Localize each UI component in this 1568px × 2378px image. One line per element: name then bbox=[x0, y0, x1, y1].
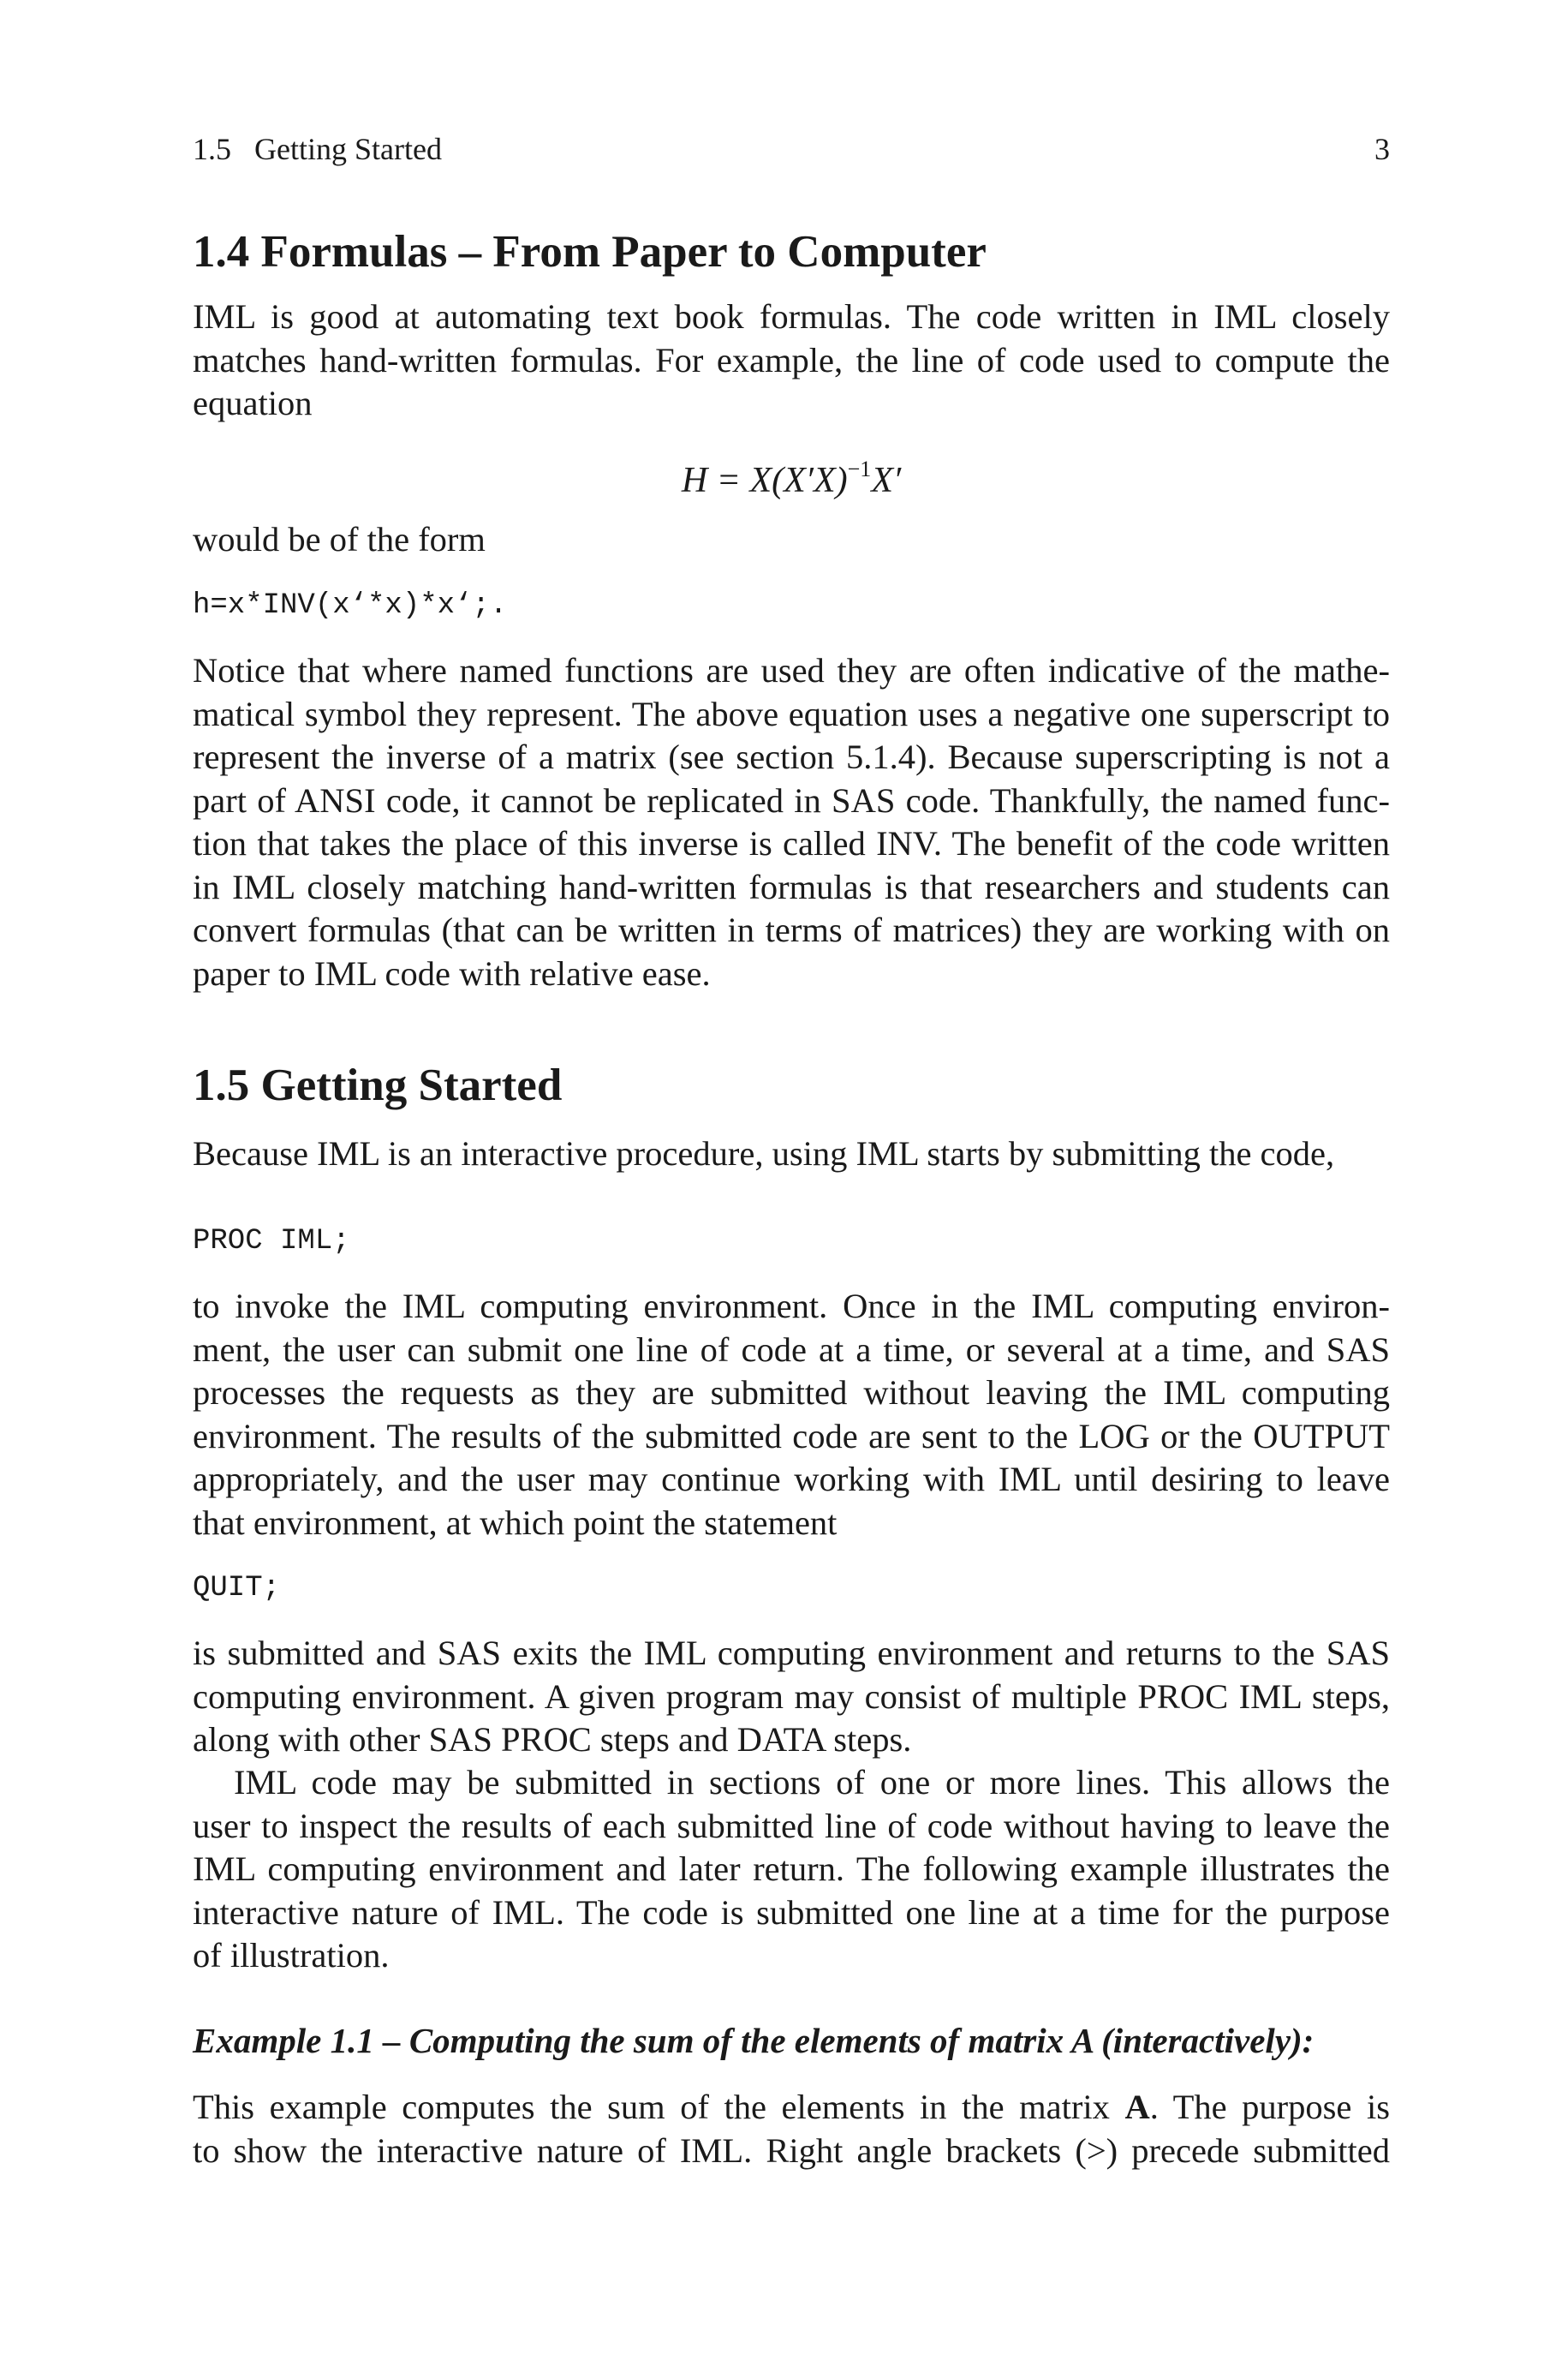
paragraph-intro-1-5 bbox=[193, 1132, 1390, 1176]
text-line: IML code may be submitted in sections of one or more lines. This allows the bbox=[234, 1763, 1390, 1801]
matrix-symbol: A bbox=[1124, 2088, 1150, 2126]
text-line: computing environment. A given program may consist of multiple PROC IML steps, bbox=[193, 1676, 1390, 1716]
example-title: Example 1.1 – Computing the sum of the elements of matrix A (interactively): bbox=[193, 2021, 1315, 2060]
text-line: is submitted and SAS exits the IML computing environment and returns to the SAS bbox=[193, 1634, 1390, 1672]
text-line: to invoke the IML computing environment. Once in the IML computing environ- bbox=[193, 1287, 1390, 1325]
equation-hat-matrix bbox=[193, 458, 1390, 503]
text-line bbox=[193, 2086, 1390, 2130]
text-line: ment, the user can submit one line of code at a time, or several at a time, and SAS bbox=[193, 1329, 1390, 1369]
text-line: along with other SAS PROC steps and DATA steps. bbox=[193, 1720, 912, 1759]
paragraph-example bbox=[193, 2086, 1390, 2172]
text-line: environment. The results of the submitted code are sent to the LOG or the OUTPUT bbox=[193, 1416, 1390, 1455]
code-hat-matrix: h=x*INV(x‘*x)*x‘;. bbox=[193, 589, 508, 622]
paragraph-notice bbox=[193, 649, 1390, 995]
text-line: of illustration. bbox=[193, 1936, 390, 1975]
paragraph-submitted bbox=[193, 1632, 1390, 1762]
text-line: Because IML is an interactive procedure, using IML starts by submitting the code, bbox=[193, 1134, 1335, 1173]
text-line: would be of the form bbox=[193, 520, 486, 559]
text-line: tion that takes the place of this inverse is called INV. The benefit of the code written bbox=[193, 824, 1390, 863]
code-quit: QUIT; bbox=[193, 1572, 281, 1604]
text-line: in IML closely matching hand-written formulas is that researchers and students can bbox=[193, 867, 1390, 906]
paragraph-invoke bbox=[193, 1285, 1390, 1545]
text-fragment: . The purpose is bbox=[1149, 2088, 1390, 2126]
text-line: convert formulas (that can be written in terms of matrices) they are working with on bbox=[193, 911, 1390, 949]
equation-lhs: H = X(X′X) bbox=[681, 461, 848, 500]
text-line: that environment, at which point the statement bbox=[193, 1503, 838, 1542]
text-line: user to inspect the results of each submitted line of code without having to leave the bbox=[193, 1806, 1390, 1845]
text-line: matches hand-written formulas. For example, the line of code used to compute the bbox=[193, 340, 1390, 379]
running-header-section: 1.5 Getting Started bbox=[193, 132, 442, 166]
paragraph-sections bbox=[193, 1761, 1390, 1978]
section-heading-1-5: 1.5 Getting Started bbox=[193, 1061, 563, 1110]
equation-exponent: −1 bbox=[847, 457, 872, 481]
text-line: to show the interactive nature of IML. Right angle brackets (>) precede submitted bbox=[193, 2130, 1390, 2170]
code-proc-iml: PROC IML; bbox=[193, 1225, 350, 1258]
text-line: Notice that where named functions are used they are often indicative of the mathe- bbox=[193, 651, 1390, 690]
text-line: part of ANSI code, it cannot be replicated in SAS code. Thankfully, the named func- bbox=[193, 780, 1390, 820]
text-line: interactive nature of IML. The code is submitted one line at a time for the purpose bbox=[193, 1892, 1390, 1932]
text-line: appropriately, and the user may continue working with IML until desiring to leave bbox=[193, 1460, 1390, 1498]
paragraph-would-be bbox=[193, 518, 1390, 562]
text-line: IML is good at automating text book formulas. The code written in IML closely bbox=[193, 297, 1390, 336]
text-line: IML computing environment and later return. The following example illustrates the bbox=[193, 1849, 1390, 1888]
text-line: matical symbol they represent. The above equation uses a negative one superscript to bbox=[193, 694, 1390, 733]
text-line: represent the inverse of a matrix (see section 5.1.4). Because superscripting is not a bbox=[193, 738, 1390, 776]
section-heading-1-4: 1.4 Formulas – From Paper to Computer bbox=[193, 227, 987, 277]
paragraph-intro-1-4 bbox=[193, 296, 1390, 426]
equation-rhs: X′ bbox=[871, 461, 902, 500]
page-number: 3 bbox=[1374, 132, 1390, 166]
text-line: processes the requests as they are submitted without leaving the IML computing bbox=[193, 1373, 1390, 1412]
text-fragment: This example computes the sum of the elements in the matrix bbox=[193, 2088, 1125, 2126]
text-line: equation bbox=[193, 384, 313, 422]
text-line: paper to IML code with relative ease. bbox=[193, 953, 711, 993]
